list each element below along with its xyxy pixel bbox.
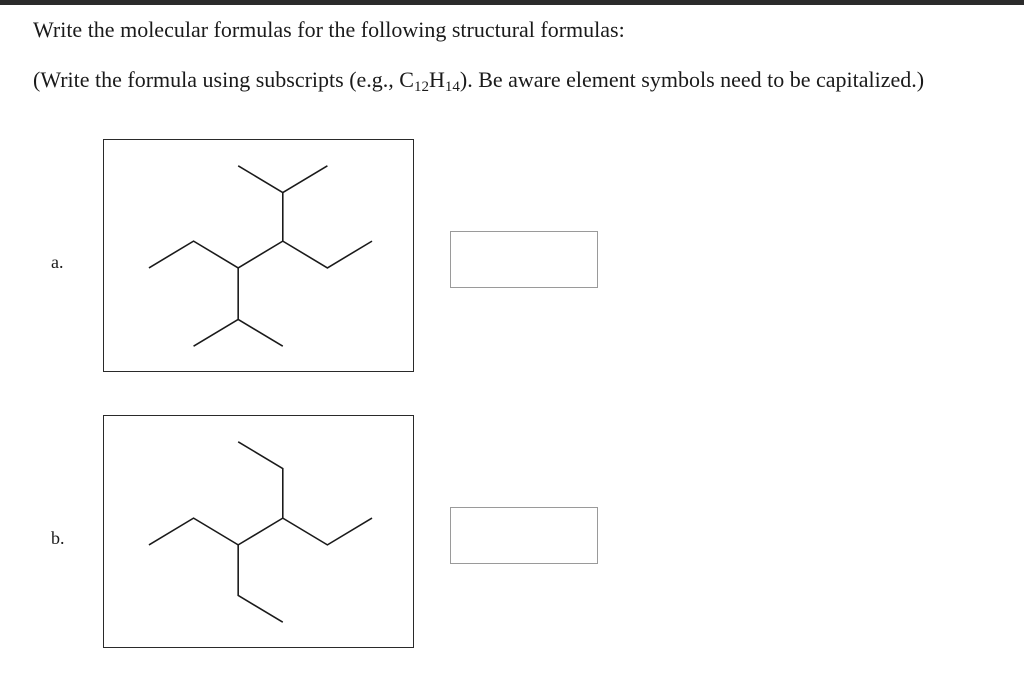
upper-branch-b [238, 442, 283, 518]
upper-methyl-a [283, 166, 328, 193]
skeletal-formula-b [104, 416, 413, 647]
upper-branch-a [238, 166, 283, 241]
answer-input-b[interactable] [450, 507, 598, 564]
main-chain-b [149, 518, 372, 545]
structure-a [103, 139, 414, 372]
item-a-label: a. [51, 252, 64, 272]
item-b-label: b. [51, 528, 65, 548]
question-heading: Write the molecular formulas for the following structural formulas: [33, 17, 625, 42]
lower-branch-b [238, 545, 283, 622]
main-chain-a [149, 241, 372, 268]
top-bar [0, 0, 1024, 5]
lower-methyl-a [238, 319, 283, 346]
subscript-carbon: 12 [413, 79, 429, 95]
structure-b [103, 415, 414, 648]
instruction-text-start: (Write the formula using subscripts (e.g., C [33, 67, 414, 92]
instruction-text-end: ). Be aware element symbols need to be capitalized.) [459, 67, 925, 92]
formula-instruction [33, 65, 924, 95]
instruction-hydrogen-symbol: H [428, 67, 445, 92]
answer-input-a[interactable] [450, 231, 598, 288]
lower-branch-a [194, 268, 239, 346]
skeletal-formula-a [104, 140, 413, 371]
subscript-hydrogen: 14 [444, 79, 460, 95]
